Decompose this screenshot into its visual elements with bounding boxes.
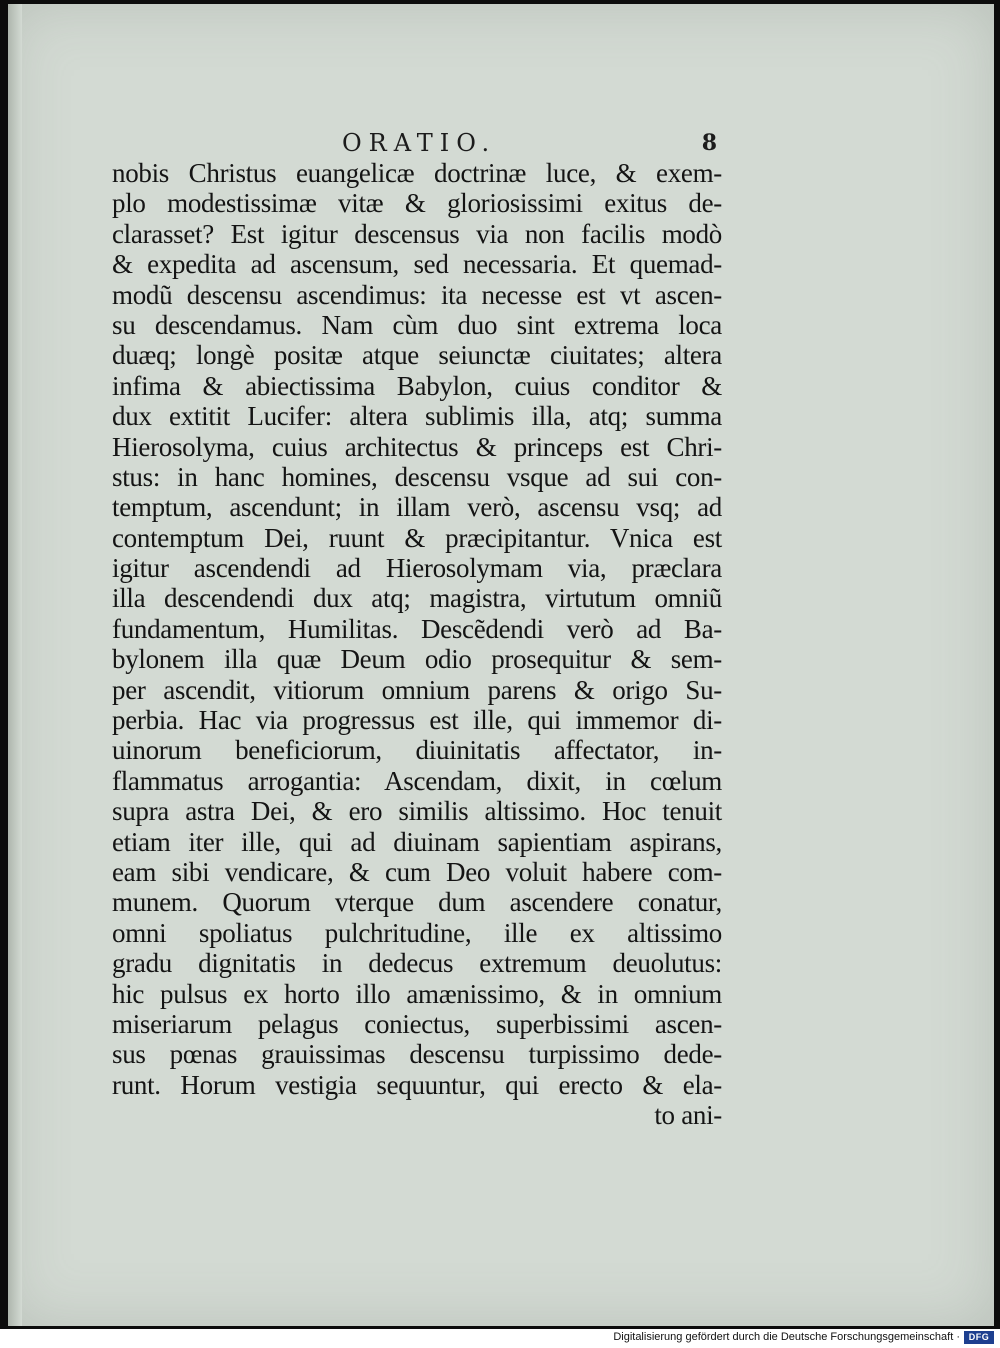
text-line: temptum, ascendunt; in illam verò, ascensu vsq; ad bbox=[112, 492, 722, 523]
text-line: munem. Quorum vterque dum ascendere conatur, bbox=[112, 887, 722, 918]
text-line: modũ descensu ascendimus: ita necesse est vt ascen- bbox=[112, 279, 722, 310]
text-block bbox=[112, 158, 722, 1131]
text-line: stus: in hanc homines, descensu vsque ad sui con- bbox=[112, 461, 722, 492]
text-line: contemptum Dei, ruunt & præcipitantur. Vnica est bbox=[112, 522, 722, 553]
text-line: igitur ascendendi ad Hierosolymam via, præclara bbox=[112, 553, 722, 584]
text-line: miseriarum pelagus coniectus, superbissimi ascen- bbox=[112, 1008, 722, 1039]
text-line: perbia. Hac via progressus est ille, qui immemor di- bbox=[112, 705, 722, 736]
text-line: sus pœnas grauissimas descensu turpissimo dede- bbox=[112, 1039, 722, 1070]
text-line: bylonem illa quæ Deum odio prosequitur & sem- bbox=[112, 644, 722, 675]
text-line: omni spoliatus pulchritudine, ille ex altissimo bbox=[112, 917, 722, 948]
text-line: duæq; longè positæ atque seiunctæ ciuitates; altera bbox=[112, 340, 722, 371]
running-title: ORATIO. bbox=[342, 129, 497, 157]
running-head bbox=[112, 128, 717, 158]
text-line: hic pulsus ex horto illo amænissimo, & in omnium bbox=[112, 978, 722, 1009]
text-line: supra astra Dei, & ero similis altissimo. Hoc tenuit bbox=[112, 796, 722, 827]
dfg-logo[interactable]: DFG bbox=[964, 1331, 994, 1344]
text-line: dux extitit Lucifer: altera sublimis illa, atq; summa bbox=[112, 401, 722, 432]
text-line: clarasset? Est igitur descensus via non facilis modò bbox=[112, 218, 722, 249]
dfg-credit: Digitalisierung gefördert durch die Deutsche Forschungsgemeinschaft · bbox=[613, 1331, 960, 1343]
text-line: flammatus arrogantia: Ascendam, dixit, in cœlum bbox=[112, 765, 722, 796]
text-line: runt. Horum vestigia sequuntur, qui erecto & ela- bbox=[112, 1069, 722, 1100]
text-line: nobis Christus euangelicæ doctrinæ luce, & exem- bbox=[112, 158, 722, 188]
text-line: infima & abiectissima Babylon, cuius conditor & bbox=[112, 370, 722, 401]
text-line: eam sibi vendicare, & cum Deo voluit habere com- bbox=[112, 856, 722, 887]
text-line: uinorum beneficiorum, diuinitatis affectator, in- bbox=[112, 735, 722, 766]
text-line: per ascendit, vitiorum omnium parens & origo Su- bbox=[112, 674, 722, 705]
text-line: gradu dignitatis in dedecus extremum deuolutus: bbox=[112, 948, 722, 979]
text-line: plo modestissimæ vitæ & gloriosissimi exitus de- bbox=[112, 188, 722, 219]
catchword: to ani- bbox=[654, 1100, 722, 1131]
text-line: su descendamus. Nam cùm duo sint extrema loca bbox=[112, 309, 722, 340]
text-line: & expedita ad ascensum, sed necessaria. Et quemad- bbox=[112, 249, 722, 280]
text-line: illa descendendi dux atq; magistra, virtutum omniũ bbox=[112, 583, 722, 614]
page-number: 8 bbox=[701, 130, 717, 156]
text-line: etiam iter ille, qui ad diuinam sapientiam aspirans, bbox=[112, 826, 722, 857]
text-line: fundamentum, Humilitas. Descẽdendi verò ad Ba- bbox=[112, 613, 722, 644]
text-line: Hierosolyma, cuius architectus & princeps est Chri- bbox=[112, 431, 722, 462]
